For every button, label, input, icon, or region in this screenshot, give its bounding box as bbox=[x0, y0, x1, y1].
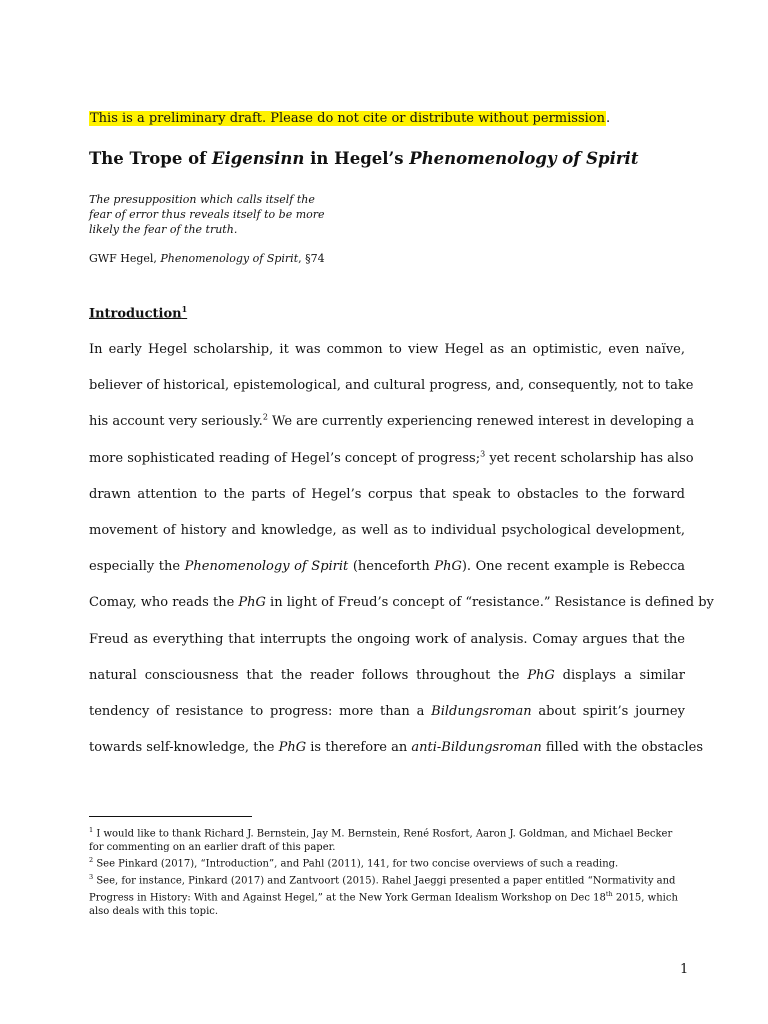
italic-run: anti-Bildungsroman bbox=[411, 740, 542, 756]
footnote-text: 2015, which also deals with this topic. bbox=[89, 892, 678, 917]
text-run: more sophisticated reading of Hegel’s concept of progress; bbox=[89, 450, 481, 466]
footnote-number: 1 bbox=[89, 826, 94, 834]
epigraph-line: likely the fear of the truth. bbox=[89, 223, 238, 236]
attribution-author: GWF Hegel, bbox=[89, 252, 161, 265]
draft-notice-period: . bbox=[605, 111, 611, 126]
text-run: ). One recent example is Rebecca bbox=[461, 559, 685, 575]
body-line: In early Hegel scholarship, it was common to view Hegel as an optimistic, even naïve, bbox=[89, 342, 685, 357]
footnote-text: See Pinkard (2017), “Introduction”, and Pahl (2011), 141, for two concise overviews of such a reading. bbox=[93, 858, 619, 870]
body-line bbox=[89, 413, 695, 449]
footnote-ref-1[interactable]: 1 bbox=[181, 304, 188, 314]
epigraph-line: fear of error thus reveals itself to be more bbox=[89, 208, 325, 221]
footnote-text: See, for instance, Pinkard (2017) and Zantvoort (2015). Rahel Jaeggi presented a paper entitled “Normativity and Progress in History: With and Against Hegel,” at the New York German Idealism Workshop on Dec 18 bbox=[89, 875, 676, 904]
body-line bbox=[89, 703, 685, 739]
footnote-ref-3[interactable]: 3 bbox=[480, 449, 486, 459]
body-line: drawn attention to the parts of Hegel’s corpus that speak to obstacles to the forward bbox=[89, 486, 685, 502]
text-run: his account very seriously. bbox=[89, 414, 263, 430]
ordinal-suffix: th bbox=[605, 889, 613, 898]
text-run: We are currently experiencing renewed interest in developing a bbox=[267, 414, 695, 430]
page-number: 1 bbox=[680, 962, 689, 977]
text-run: tendency of resistance to progress: more than a bbox=[89, 703, 432, 719]
title-text-1: The Trope of bbox=[89, 149, 212, 168]
title-italic-2: Phenomenology of Spirit bbox=[409, 149, 639, 168]
attribution-work: Phenomenology of Spirit bbox=[160, 252, 299, 265]
italic-run: PhG bbox=[527, 667, 555, 683]
italic-run: PhG bbox=[238, 595, 266, 611]
footnotes bbox=[89, 824, 689, 918]
attribution-section: , §74 bbox=[298, 252, 325, 265]
draft-notice bbox=[89, 110, 610, 128]
text-run: in light of Freud’s concept of “resistance.” Resistance is defined by bbox=[265, 595, 714, 611]
section-heading-text: Introduction bbox=[89, 306, 182, 322]
epigraph bbox=[89, 192, 325, 237]
text-run: filled with the obstacles bbox=[541, 740, 704, 756]
italic-run: PhG bbox=[278, 740, 307, 756]
body-line: believer of historical, epistemological, and cultural progress, and, consequently, not to take bbox=[89, 378, 694, 394]
draft-notice-highlight: This is a preliminary draft. Please do not cite or distribute without permission bbox=[90, 111, 605, 126]
title-italic-1: Eigensinn bbox=[211, 149, 305, 168]
epigraph-attribution bbox=[89, 252, 325, 265]
body-paragraph bbox=[89, 341, 714, 775]
footnote-1 bbox=[89, 824, 689, 854]
italic-run: PhG bbox=[434, 559, 462, 575]
text-run: natural consciousness that the reader follows throughout the bbox=[89, 667, 528, 683]
text-run: (henceforth bbox=[348, 559, 435, 575]
text-run: about spirit’s journey bbox=[531, 703, 685, 719]
body-line bbox=[89, 449, 694, 486]
body-line bbox=[89, 667, 685, 703]
body-line: Freud as everything that interrupts the ongoing work of analysis. Comay argues that the bbox=[89, 631, 685, 647]
footnote-ref-2[interactable]: 2 bbox=[262, 413, 268, 423]
section-heading bbox=[89, 304, 187, 321]
body-line: movement of history and knowledge, as well as to individual psychological development, bbox=[89, 522, 685, 538]
title-text-2: in Hegel’s bbox=[304, 149, 410, 168]
italic-run: Bildungsroman bbox=[431, 703, 532, 719]
body-line bbox=[89, 739, 704, 775]
paper-title bbox=[89, 148, 638, 170]
epigraph-line: The presupposition which calls itself the bbox=[89, 193, 315, 206]
text-run: Comay, who reads the bbox=[89, 595, 239, 611]
footnote-separator bbox=[89, 816, 252, 817]
italic-run: Phenomenology of Spirit bbox=[184, 559, 349, 575]
footnote-3 bbox=[89, 871, 689, 918]
text-run: yet recent scholarship has also bbox=[485, 450, 694, 466]
footnote-text: I would like to thank Richard J. Bernstein, Jay M. Bernstein, René Rosfort, Aaron J. Goldman, and Michael Becker for commenting on an earlier draft of this paper. bbox=[89, 828, 673, 853]
footnote-2 bbox=[89, 854, 689, 871]
text-run: towards self-knowledge, the bbox=[89, 740, 279, 756]
text-run: especially the bbox=[89, 559, 185, 575]
text-run: is therefore an bbox=[306, 740, 412, 756]
footnote-number: 2 bbox=[89, 856, 94, 865]
text-run: displays a similar bbox=[554, 667, 685, 683]
body-line bbox=[89, 558, 685, 594]
body-line bbox=[89, 594, 714, 630]
footnote-number: 3 bbox=[89, 873, 94, 882]
